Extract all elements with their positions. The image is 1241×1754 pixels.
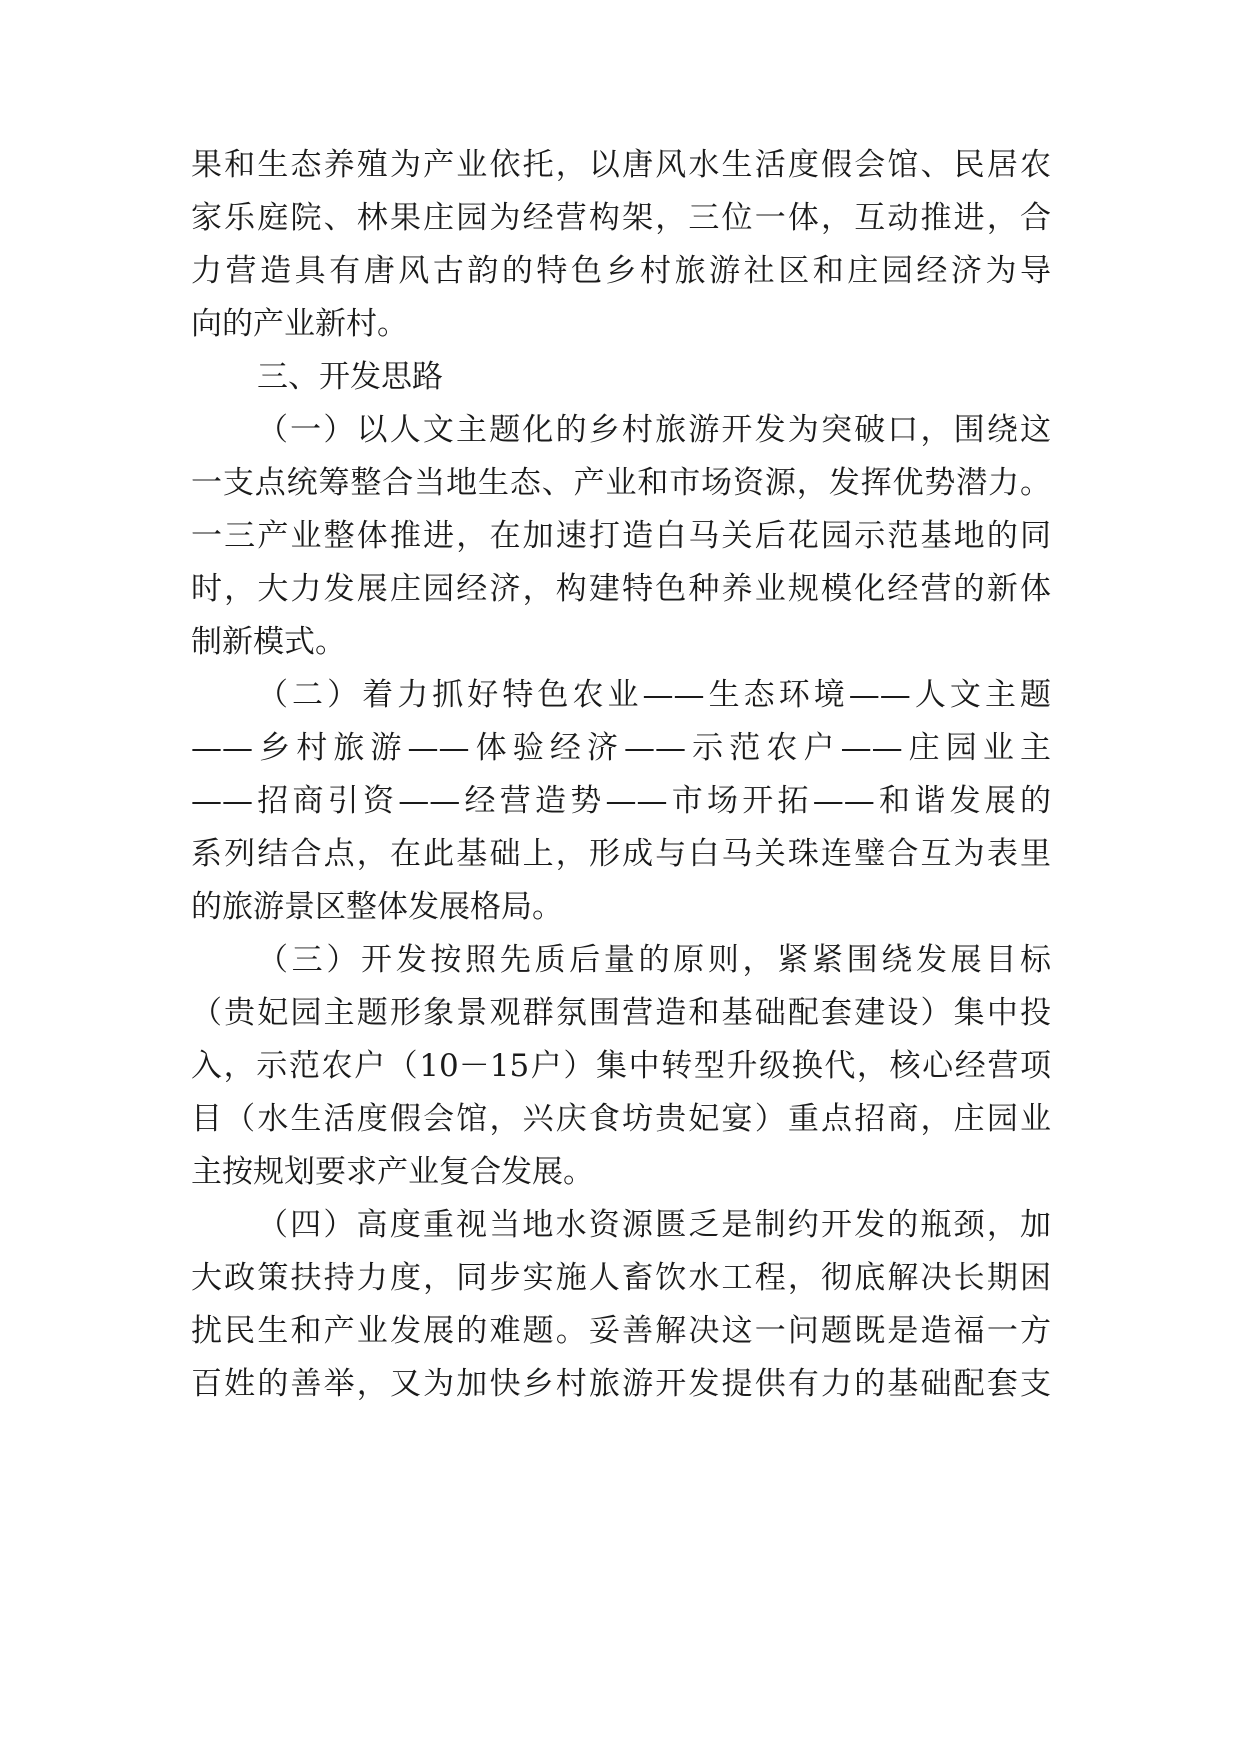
text-line-23: 扰民生和产业发展的难题。妥善解决这一问题既是造福一方	[191, 1313, 1051, 1349]
text-line-15: 的旅游景区整体发展格局。	[191, 889, 563, 925]
text-line-24: 百姓的善举，又为加快乡村旅游开发提供有力的基础配套支	[191, 1366, 1051, 1402]
text-line-21: （四）高度重视当地水资源匮乏是制约开发的瓶颈，加	[257, 1207, 1051, 1243]
text-line-18: 入，示范农户（10－15户）集中转型升级换代，核心经营项	[191, 1048, 1051, 1084]
text-line-22: 大政策扶持力度，同步实施人畜饮水工程，彻底解决长期困	[191, 1260, 1051, 1296]
text-line-2: 家乐庭院、林果庄园为经营构架，三位一体，互动推进，合	[191, 200, 1051, 236]
text-line-8: 一三产业整体推进，在加速打造白马关后花园示范基地的同	[191, 518, 1051, 554]
text-line-9: 时，大力发展庄园经济，构建特色种养业规模化经营的新体	[191, 571, 1051, 607]
text-line-14: 系列结合点，在此基础上，形成与白马关珠连璧合互为表里	[191, 836, 1051, 872]
text-line-13: ——招商引资——经营造势——市场开拓——和谐发展的	[191, 783, 1051, 819]
text-line-10: 制新模式。	[191, 624, 346, 660]
text-line-7: 一支点统筹整合当地生态、产业和市场资源，发挥优势潜力。	[191, 465, 1051, 501]
section-heading: 三、开发思路	[257, 359, 443, 395]
text-line-4: 向的产业新村。	[191, 306, 408, 342]
text-line-20: 主按规划要求产业复合发展。	[191, 1154, 594, 1190]
text-line-19: 目（水生活度假会馆，兴庆食坊贵妃宴）重点招商，庄园业	[191, 1101, 1051, 1137]
text-line-16: （三）开发按照先质后量的原则，紧紧围绕发展目标	[257, 942, 1051, 978]
text-line-1: 果和生态养殖为产业依托，以唐风水生活度假会馆、民居农	[191, 147, 1051, 183]
text-line-12: ——乡村旅游——体验经济——示范农户——庄园业主	[191, 730, 1051, 766]
text-line-3: 力营造具有唐风古韵的特色乡村旅游社区和庄园经济为导	[191, 253, 1051, 289]
text-line-17: （贵妃园主题形象景观群氛围营造和基础配套建设）集中投	[191, 995, 1051, 1031]
text-line-11: （二）着力抓好特色农业——生态环境——人文主题	[257, 677, 1051, 713]
text-line-6: （一）以人文主题化的乡村旅游开发为突破口，围绕这	[257, 412, 1051, 448]
